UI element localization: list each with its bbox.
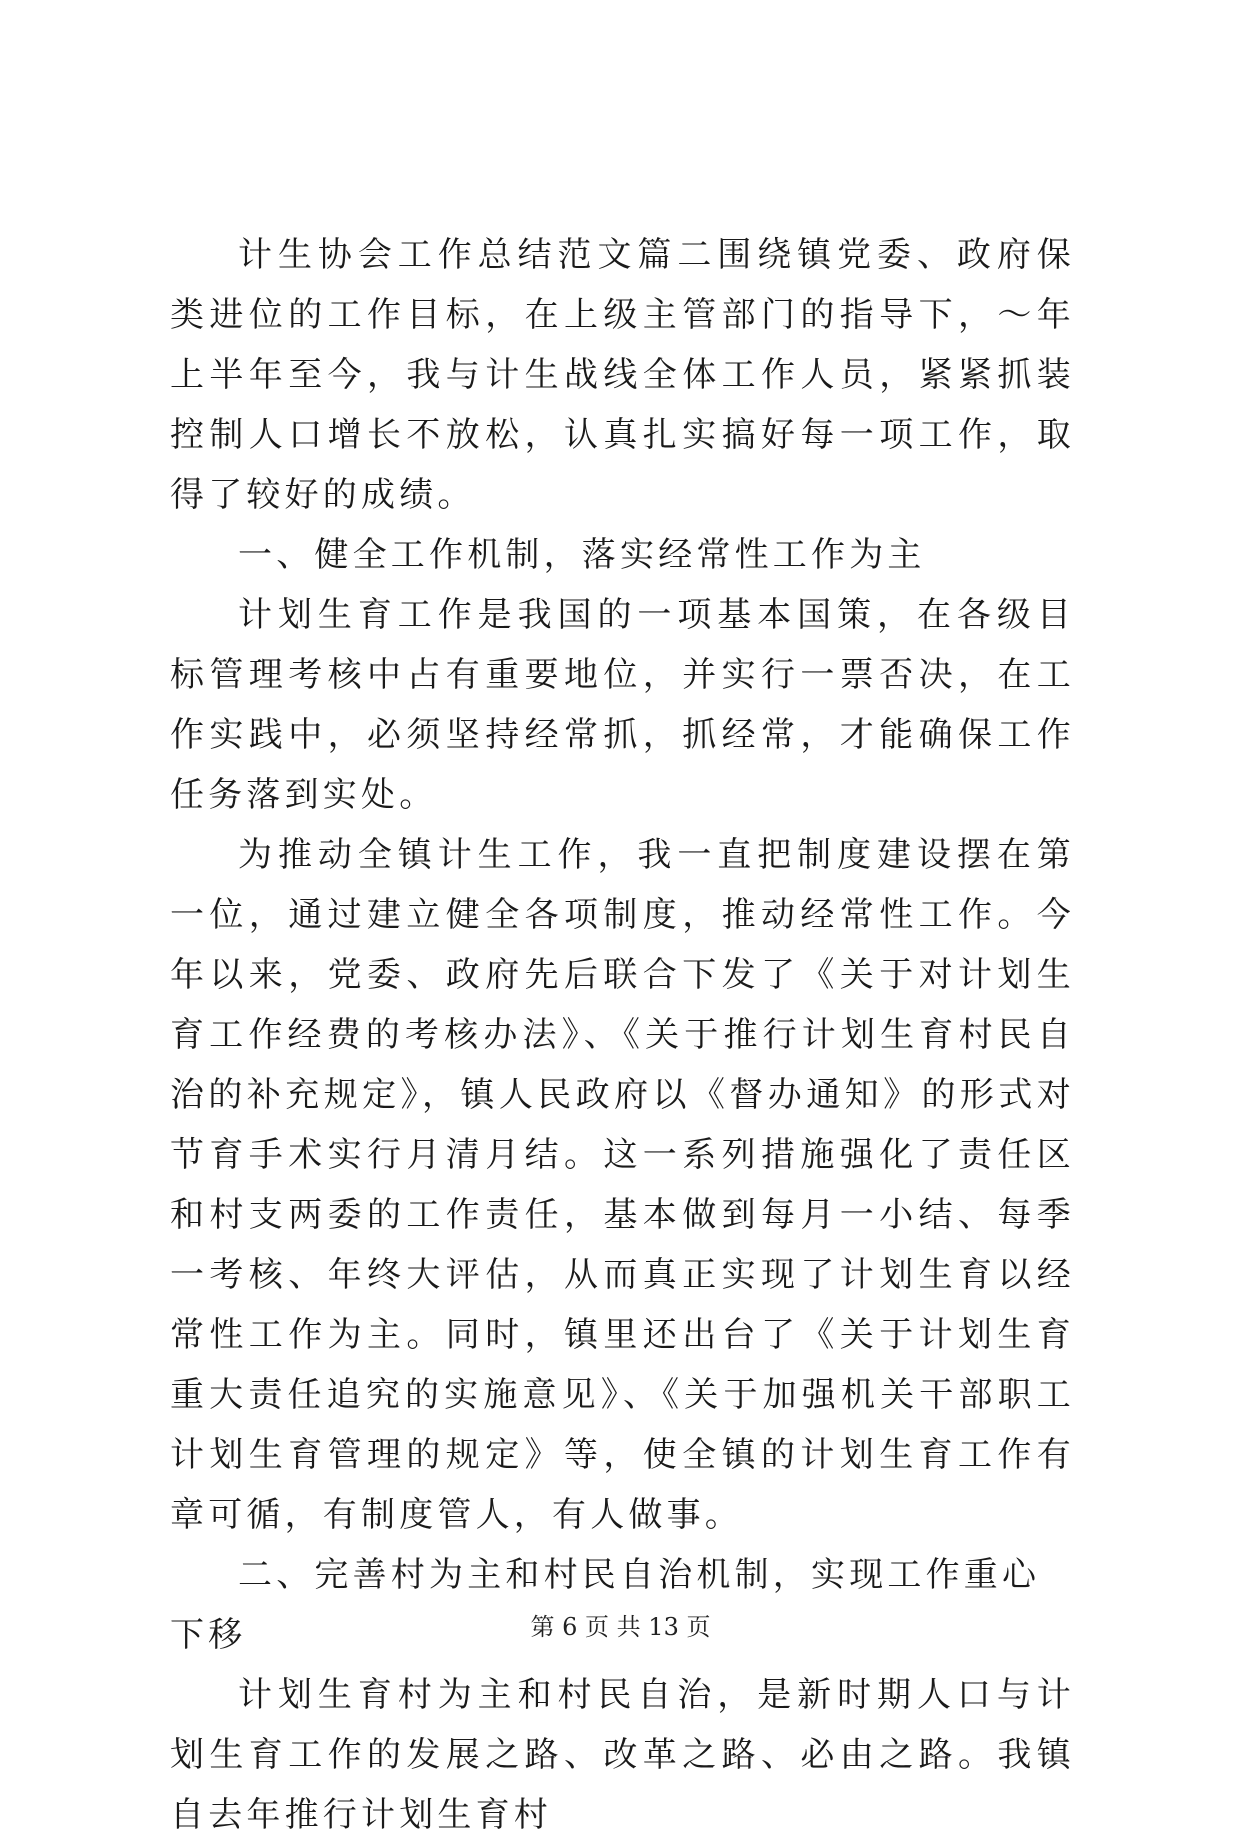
paragraph-intro: 计生协会工作总结范文篇二围绕镇党委、政府保类进位的工作目标，在上级主管部门的指导下，～年上半年至今，我与计生战线全体工作人员，紧紧抓装控制人口增长不放松，认真扎实搞好每一项工作，取得了较好的成绩。: [170, 235, 1075, 515]
section-heading-1: 一、健全工作机制，落实经常性工作为主: [238, 535, 926, 575]
section-heading-2: 二、完善村为主和村民自治机制，实现工作重心下移: [170, 1555, 1041, 1655]
paragraph-system-building: 为推动全镇计生工作，我一直把制度建设摆在第一位，通过建立健全各项制度，推动经常性工作。今年以来，党委、政府先后联合下发了《关于对计划生育工作经费的考核办法》、《关于推行计划生育村民自治的补充规定》，镇人民政府以《督办通知》的形式对节育手术实行月清月结。这一系列措施强化了责任区和村支两委的工作责任，基本做到每月一小结、每季一考核、年终大评估，从而真正实现了计划生育以经常性工作为主。同时，镇里还出台了《关于计划生育重大责任追究的实施意见》、《关于加强机关干部职工计划生育管理的规定》等，使全镇的计划生育工作有章可循，有制度管人，有人做事。: [170, 835, 1075, 1535]
paragraph-policy: 计划生育工作是我国的一项基本国策，在各级目标管理考核中占有重要地位，并实行一票否决，在工作实践中，必须坚持经常抓，抓经常，才能确保工作任务落到实处。: [170, 595, 1075, 815]
document-body: [170, 225, 1075, 1845]
page-number-footer: 第 6 页 共 13 页: [530, 1613, 711, 1641]
paragraph-village-autonomy: 计划生育村为主和村民自治，是新时期人口与计划生育工作的发展之路、改革之路、必由之路。我镇自去年推行计划生育村: [170, 1675, 1075, 1835]
